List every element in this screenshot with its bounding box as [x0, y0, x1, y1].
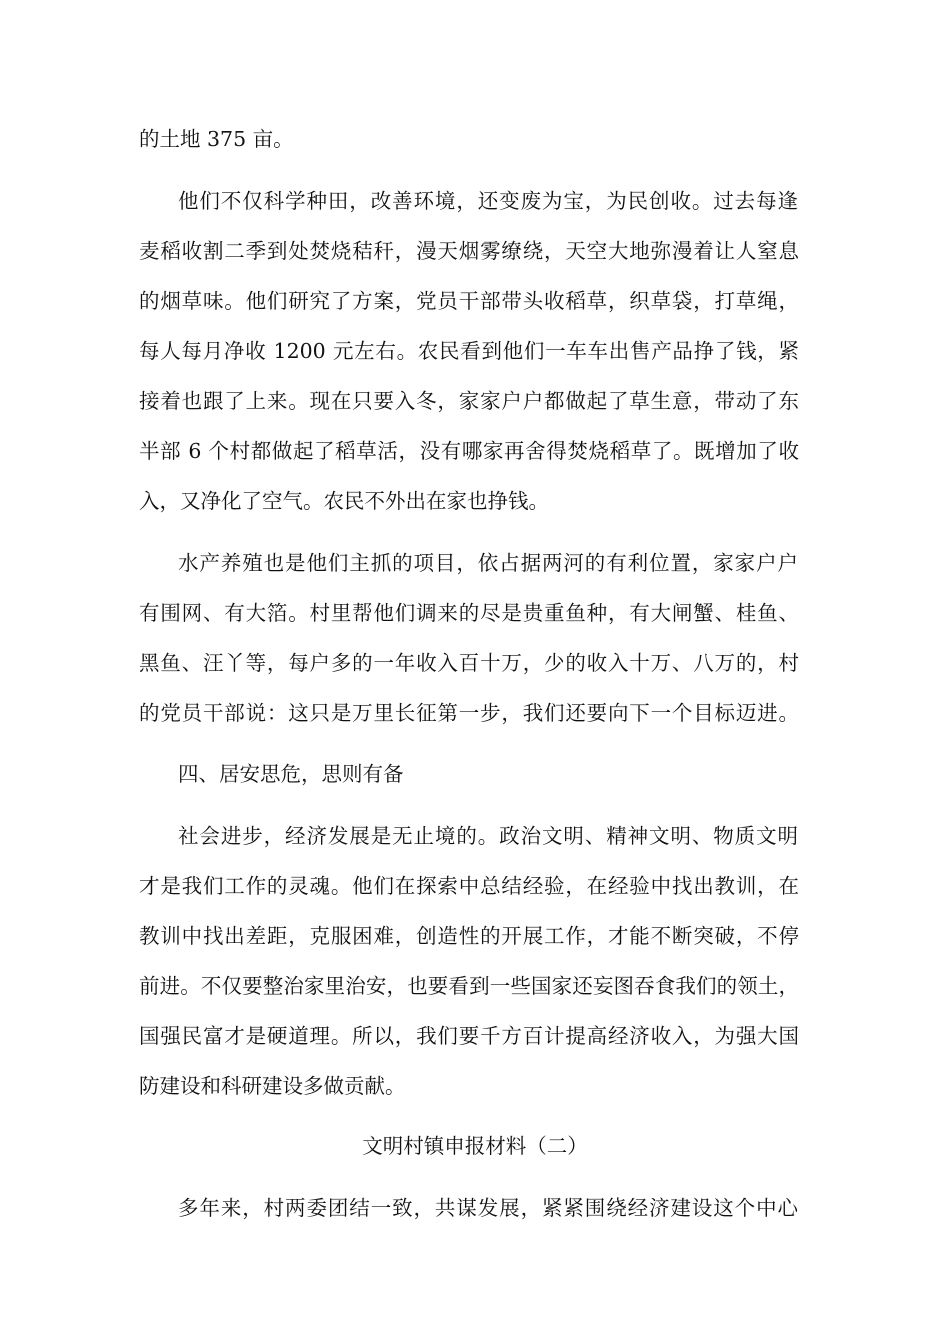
paragraph-first-line: 他们不仅科学种田，改善环境，还变废为宝，为民创收。过去每逢	[178, 189, 798, 213]
text-line: 入，又净化了空气。农民不外出在家也挣钱。	[139, 489, 549, 513]
text-line: 有围网、有大箔。村里帮他们调来的尽是贵重鱼种，有大闸蟹、桂鱼、	[139, 601, 799, 625]
paragraph-first-line: 多年来，村两委团结一致，共谋发展，紧紧围绕经济建设这个中心	[178, 1196, 798, 1220]
paragraph-first-line: 社会进步，经济发展是无止境的。政治文明、精神文明、物质文明	[178, 824, 798, 848]
text-line: 国强民富才是硬道理。所以，我们要千方百计提高经济收入，为强大国	[139, 1024, 799, 1048]
text-line: 前进。不仅要整治家里治安，也要看到一些国家还妄图吞食我们的领土，	[139, 974, 799, 998]
text-line: 防建设和科研建设多做贡献。	[139, 1074, 406, 1098]
text-line: 的党员干部说：这只是万里长征第一步，我们还要向下一个目标迈进。	[139, 701, 799, 725]
text-line: 麦稻收割二季到处焚烧秸秆，漫天烟雾缭绕，天空大地弥漫着让人窒息	[139, 239, 799, 263]
text-line: 的土地 375 亩。	[139, 127, 294, 151]
text-line: 教训中找出差距，克服困难，创造性的开展工作，才能不断突破，不停	[139, 924, 799, 948]
section-heading: 四、居安思危，思则有备	[178, 762, 404, 786]
document-title: 文明村镇申报材料（二）	[362, 1134, 588, 1158]
text-line: 半部 6 个村都做起了稻草活，没有哪家再舍得焚烧稻草了。既增加了收	[139, 439, 799, 463]
text-line: 的烟草味。他们研究了方案，党员干部带头收稻草，织草袋，打草绳，	[139, 289, 799, 313]
text-line: 才是我们工作的灵魂。他们在探索中总结经验，在经验中找出教训，在	[139, 874, 799, 898]
text-line: 每人每月净收 1200 元左右。农民看到他们一车车出售产品挣了钱，紧	[139, 339, 799, 363]
text-line: 黑鱼、汪丫等，每户多的一年收入百十万，少的收入十万、八万的，村	[139, 651, 799, 675]
paragraph-first-line: 水产养殖也是他们主抓的项目，依占据两河的有利位置，家家户户	[178, 551, 798, 575]
text-line: 接着也跟了上来。现在只要入冬，家家户户都做起了草生意，带动了东	[139, 389, 799, 413]
